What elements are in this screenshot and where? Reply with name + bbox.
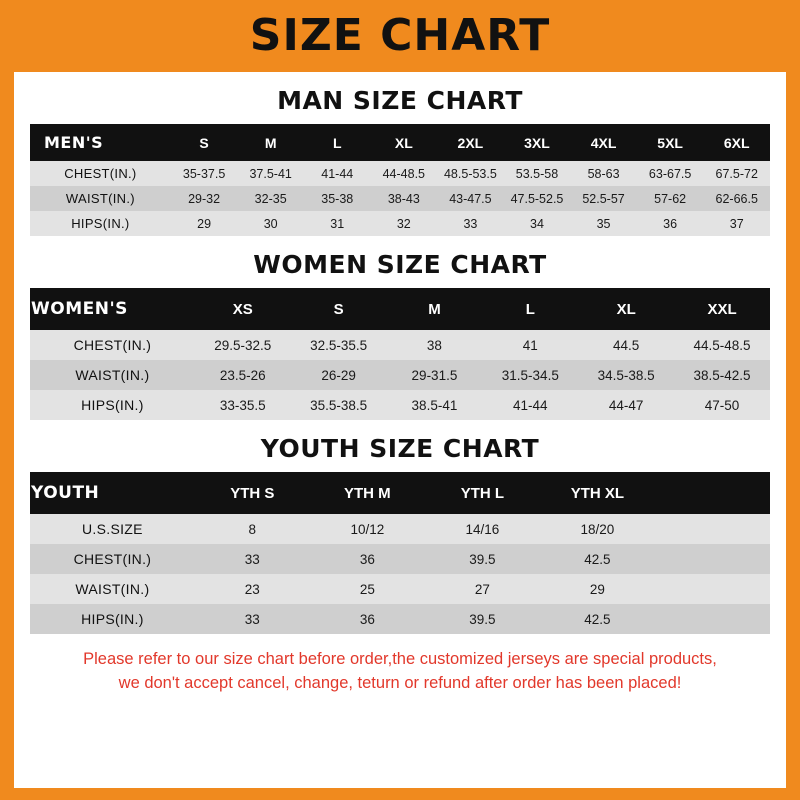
youth-header-5 [655, 472, 770, 514]
men-row-2-cell-8: 37 [703, 211, 770, 236]
table-row [30, 161, 770, 186]
table-row [30, 360, 770, 390]
women-header-5: XL [578, 288, 674, 330]
women-table-head [30, 288, 770, 330]
youth-row-2-label: WAIST(IN.) [30, 574, 195, 604]
men-size-table [30, 124, 770, 236]
youth-row-3-label: HIPS(IN.) [30, 604, 195, 634]
women-row-0-cell-3: 41 [482, 330, 578, 360]
youth-header-0: YOUTH [30, 472, 195, 514]
table-row [30, 211, 770, 236]
table-row [30, 544, 770, 574]
table-row [30, 514, 770, 544]
men-header-6: 3XL [504, 124, 571, 161]
page-title: SIZE CHART [249, 10, 551, 61]
men-table-head [30, 124, 770, 161]
table-row [30, 574, 770, 604]
women-row-1-cell-2: 29-31.5 [387, 360, 483, 390]
men-row-1-label: WAIST(IN.) [30, 186, 171, 211]
youth-row-1-cell-3: 42.5 [540, 544, 655, 574]
youth-row-1-cell-4 [655, 544, 770, 574]
men-row-0-cell-0: 35-37.5 [171, 161, 238, 186]
women-row-0-cell-2: 38 [387, 330, 483, 360]
table-header-row [30, 288, 770, 330]
men-row-1-cell-3: 38-43 [371, 186, 438, 211]
youth-row-2-cell-4 [655, 574, 770, 604]
women-row-2-cell-0: 33-35.5 [195, 390, 291, 420]
women-row-0-cell-5: 44.5-48.5 [674, 330, 770, 360]
men-row-0-cell-5: 53.5-58 [504, 161, 571, 186]
women-row-2-cell-1: 35.5-38.5 [291, 390, 387, 420]
women-row-0-cell-1: 32.5-35.5 [291, 330, 387, 360]
women-header-4: L [482, 288, 578, 330]
women-row-2-cell-5: 47-50 [674, 390, 770, 420]
header-band [0, 0, 800, 72]
youth-size-table [30, 472, 770, 634]
men-row-0-cell-6: 58-63 [570, 161, 637, 186]
men-header-0: MEN'S [30, 124, 171, 161]
women-row-0-cell-4: 44.5 [578, 330, 674, 360]
men-header-8: 5XL [637, 124, 704, 161]
youth-row-3-cell-0: 33 [195, 604, 310, 634]
men-row-1-cell-2: 35-38 [304, 186, 371, 211]
section-title-women: WOMEN SIZE CHART [253, 250, 547, 279]
women-row-2-cell-4: 44-47 [578, 390, 674, 420]
men-row-0-cell-2: 41-44 [304, 161, 371, 186]
women-size-table [30, 288, 770, 420]
men-row-1-cell-7: 57-62 [637, 186, 704, 211]
women-row-1-cell-5: 38.5-42.5 [674, 360, 770, 390]
youth-row-0-cell-4 [655, 514, 770, 544]
men-row-0-cell-7: 63-67.5 [637, 161, 704, 186]
men-row-0-cell-8: 67.5-72 [703, 161, 770, 186]
youth-row-0-cell-0: 8 [195, 514, 310, 544]
men-row-1-cell-5: 47.5-52.5 [504, 186, 571, 211]
youth-row-0-cell-3: 18/20 [540, 514, 655, 544]
youth-header-1: YTH S [195, 472, 310, 514]
women-row-2-cell-2: 38.5-41 [387, 390, 483, 420]
youth-row-3-cell-3: 42.5 [540, 604, 655, 634]
youth-row-2-cell-3: 29 [540, 574, 655, 604]
men-row-2-cell-3: 32 [371, 211, 438, 236]
men-row-0-cell-1: 37.5-41 [237, 161, 304, 186]
youth-header-3: YTH L [425, 472, 540, 514]
men-row-0-label: CHEST(IN.) [30, 161, 171, 186]
men-header-1: S [171, 124, 238, 161]
section-title-youth: YOUTH SIZE CHART [260, 434, 540, 463]
men-row-2-cell-2: 31 [304, 211, 371, 236]
men-row-2-cell-7: 36 [637, 211, 704, 236]
women-header-2: S [291, 288, 387, 330]
table-header-row [30, 472, 770, 514]
women-header-6: XXL [674, 288, 770, 330]
men-row-1-cell-4: 43-47.5 [437, 186, 504, 211]
men-row-1-cell-8: 62-66.5 [703, 186, 770, 211]
table-row [30, 186, 770, 211]
youth-header-2: YTH M [310, 472, 425, 514]
footer-note-line-2: we don't accept cancel, change, teturn or refund after order has been placed! [118, 673, 682, 692]
youth-table-body [30, 514, 770, 634]
women-row-1-label: WAIST(IN.) [30, 360, 195, 390]
table-row [30, 330, 770, 360]
men-row-2-cell-0: 29 [171, 211, 238, 236]
footer-note-line-1: Please refer to our size chart before order,the customized jerseys are special products, [83, 650, 717, 668]
women-header-3: M [387, 288, 483, 330]
women-row-0-cell-0: 29.5-32.5 [195, 330, 291, 360]
men-header-9: 6XL [703, 124, 770, 161]
footer-note [30, 648, 770, 696]
youth-row-2-cell-2: 27 [425, 574, 540, 604]
youth-row-0-cell-1: 10/12 [310, 514, 425, 544]
youth-table-head [30, 472, 770, 514]
youth-row-0-cell-2: 14/16 [425, 514, 540, 544]
men-header-2: M [237, 124, 304, 161]
youth-row-1-cell-2: 39.5 [425, 544, 540, 574]
youth-row-0-label: U.S.SIZE [30, 514, 195, 544]
men-header-4: XL [371, 124, 438, 161]
men-row-1-cell-1: 32-35 [237, 186, 304, 211]
men-row-0-cell-3: 44-48.5 [371, 161, 438, 186]
men-row-2-cell-5: 34 [504, 211, 571, 236]
men-header-5: 2XL [437, 124, 504, 161]
women-row-2-label: HIPS(IN.) [30, 390, 195, 420]
women-row-0-label: CHEST(IN.) [30, 330, 195, 360]
men-row-2-cell-1: 30 [237, 211, 304, 236]
youth-row-3-cell-4 [655, 604, 770, 634]
youth-row-3-cell-2: 39.5 [425, 604, 540, 634]
youth-row-2-cell-1: 25 [310, 574, 425, 604]
women-row-1-cell-3: 31.5-34.5 [482, 360, 578, 390]
men-row-0-cell-4: 48.5-53.5 [437, 161, 504, 186]
women-row-2-cell-3: 41-44 [482, 390, 578, 420]
bottom-accent-band [0, 788, 800, 800]
section-title-men: MAN SIZE CHART [277, 86, 523, 115]
youth-row-1-cell-1: 36 [310, 544, 425, 574]
women-row-1-cell-1: 26-29 [291, 360, 387, 390]
table-header-row [30, 124, 770, 161]
table-row [30, 390, 770, 420]
men-row-2-cell-4: 33 [437, 211, 504, 236]
youth-header-4: YTH XL [540, 472, 655, 514]
men-table-body [30, 161, 770, 236]
men-row-1-cell-0: 29-32 [171, 186, 238, 211]
men-header-3: L [304, 124, 371, 161]
youth-row-3-cell-1: 36 [310, 604, 425, 634]
men-row-2-cell-6: 35 [570, 211, 637, 236]
women-header-1: XS [195, 288, 291, 330]
men-row-1-cell-6: 52.5-57 [570, 186, 637, 211]
table-row [30, 604, 770, 634]
men-row-2-label: HIPS(IN.) [30, 211, 171, 236]
women-row-1-cell-0: 23.5-26 [195, 360, 291, 390]
men-header-7: 4XL [570, 124, 637, 161]
women-table-body [30, 330, 770, 420]
women-row-1-cell-4: 34.5-38.5 [578, 360, 674, 390]
women-header-0: WOMEN'S [30, 288, 195, 330]
youth-row-1-label: CHEST(IN.) [30, 544, 195, 574]
content-area [14, 86, 786, 696]
youth-row-2-cell-0: 23 [195, 574, 310, 604]
youth-row-1-cell-0: 33 [195, 544, 310, 574]
